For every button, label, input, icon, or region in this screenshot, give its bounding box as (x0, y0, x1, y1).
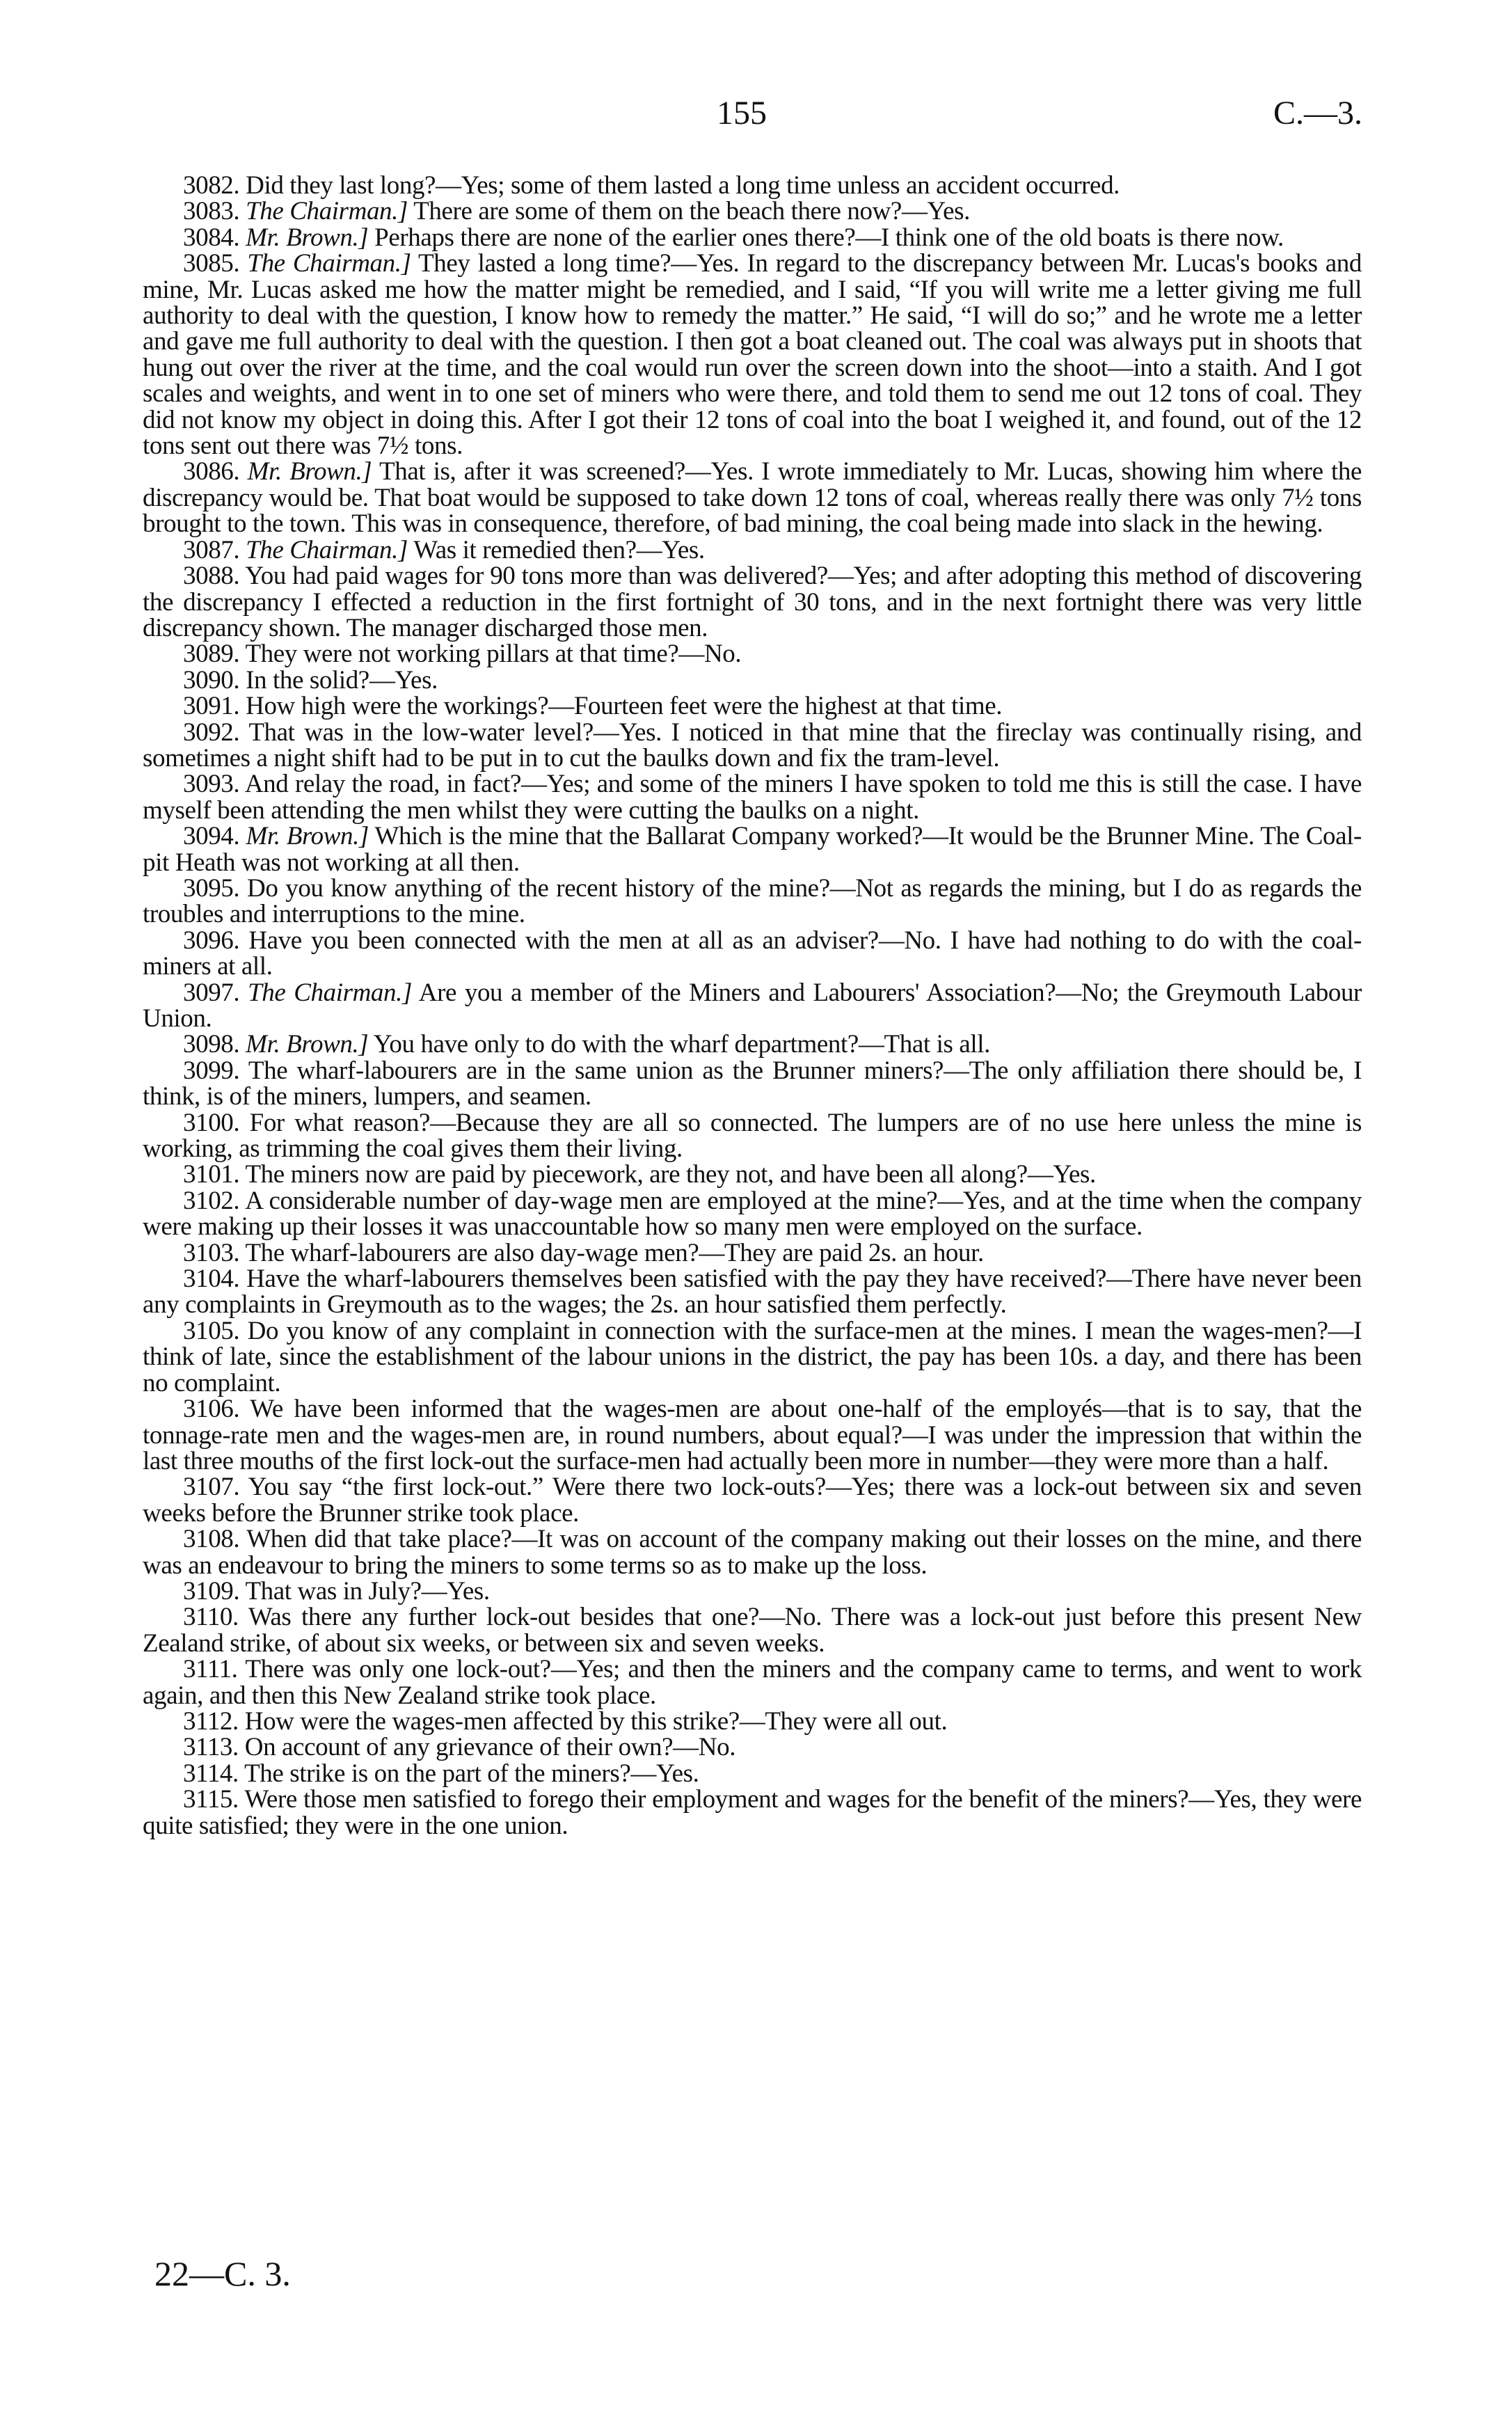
question-answer-text: The wharf-labourers are in the same union as the Brunner miners?—The only affiliation there should be, I think, is of the miners, lumpers, and seamen. (143, 1056, 1362, 1111)
question-number: 3115. (183, 1785, 239, 1814)
testimony-paragraph (143, 720, 1362, 772)
testimony-paragraph (143, 980, 1362, 1032)
question-answer-text: You say “the first lock-out.” Were there two lock-outs?—Yes; there was a lock-out between six and seven weeks before the Brunner strike took place. (143, 1473, 1362, 1528)
question-number: 3095. (183, 873, 240, 903)
testimony-paragraph (143, 823, 1362, 875)
question-number: 3099. (183, 1056, 240, 1085)
question-answer-text: That was in the low-water level?—Yes. I noticed in that mine that the fireclay was continually rising, and sometimes a night shift had to be put in to cut the baulks down and fix the tram-level. (143, 718, 1362, 772)
testimony-paragraph (143, 537, 1362, 563)
question-number: 3109. (183, 1576, 240, 1606)
testimony-paragraph (143, 1474, 1362, 1526)
question-number: 3094. (183, 822, 240, 851)
speaker: Mr. Brown.] (246, 223, 369, 252)
question-answer-text: How high were the workings?—Fourteen feet were the highest at that time. (246, 692, 1003, 721)
question-answer-text: You had paid wages for 90 tons more than was delivered?—Yes; and after adopting this method of discovering the discrepancy I effected a reduction in the first fortnight of 30 tons, and in the next fortnight there was very little discrepancy shown. The manager discharged those men. (143, 562, 1362, 642)
question-answer-text: In the solid?—Yes. (246, 665, 438, 695)
testimony-paragraph (143, 1240, 1362, 1266)
question-number: 3103. (183, 1238, 240, 1267)
question-answer-text: Do you know anything of the recent history of the mine?—Not as regards the mining, but I do as regards the troubles and interruptions to the mine. (143, 873, 1362, 929)
question-number: 3110. (183, 1603, 239, 1632)
testimony-paragraph (143, 928, 1362, 980)
question-number: 3083. (183, 197, 240, 226)
testimony-paragraph (143, 563, 1362, 641)
testimony-paragraph (143, 1058, 1362, 1110)
testimony-paragraph (143, 1526, 1362, 1578)
question-answer-text: That is, after it was screened?—Yes. I wrote immediately to Mr. Lucas, showing him where the discrepancy would be. That boat would be supposed to take down 12 tons of coal, whereas really there was only 7½ tons brought to the town. This was in consequence, therefore, of bad mining, the coal being made into slack in the hewing. (143, 457, 1362, 539)
question-number: 3106. (183, 1395, 240, 1424)
speaker: Mr. Brown.] (246, 1030, 369, 1059)
question-number: 3087. (183, 535, 240, 564)
question-number: 3092. (183, 718, 240, 747)
question-number: 3107. (183, 1473, 240, 1502)
testimony-paragraph (143, 198, 1362, 224)
testimony-paragraph (143, 1188, 1362, 1240)
testimony-paragraph (143, 641, 1362, 667)
testimony-body (143, 173, 1362, 1839)
question-number: 3098. (183, 1030, 240, 1059)
question-number: 3100. (183, 1108, 240, 1137)
page-number: 155 (717, 95, 767, 132)
question-number: 3097. (183, 978, 240, 1007)
question-answer-text: The strike is on the part of the miners?—Yes. (244, 1759, 699, 1788)
testimony-paragraph (143, 771, 1362, 823)
testimony-paragraph (143, 1110, 1362, 1162)
question-number: 3104. (183, 1265, 240, 1294)
testimony-paragraph (143, 173, 1362, 198)
testimony-paragraph (143, 1786, 1362, 1839)
testimony-paragraph (143, 1706, 1362, 1736)
question-answer-text: A considerable number of day-wage men are employed at the mine?—Yes, and at the time when the company were making up their losses it was unaccountable how so many men were employed on the surface. (143, 1186, 1362, 1242)
speaker: Mr. Brown.] (247, 457, 372, 486)
question-number: 3084. (183, 223, 240, 252)
question-number: 3089. (183, 640, 240, 669)
question-answer-text: The wharf-labourers are also day-wage men?—They are paid 2s. an hour. (245, 1238, 984, 1267)
question-number: 3093. (183, 770, 240, 799)
testimony-paragraph (143, 875, 1362, 928)
question-answer-text: That was in July?—Yes. (245, 1576, 490, 1606)
testimony-paragraph (143, 1734, 1362, 1760)
question-answer-text: They were not working pillars at that time?—No. (245, 640, 742, 669)
question-number: 3108. (183, 1525, 240, 1554)
question-answer-text: There are some of them on the beach there now?—Yes. (413, 197, 971, 226)
question-answer-text: Which is the mine that the Ballarat Company worked?—It would be the Brunner Mine. The Coal-pit Heath was not working at all then. (143, 822, 1362, 877)
speaker: The Chairman.] (248, 978, 412, 1007)
question-number: 3112. (183, 1706, 239, 1736)
question-answer-text: Are you a member of the Miners and Labourers' Association?—No; the Greymouth Labour Union. (143, 978, 1362, 1033)
testimony-paragraph (143, 1162, 1362, 1187)
testimony-paragraph (143, 1761, 1362, 1786)
speaker: The Chairman.] (247, 249, 411, 278)
question-answer-text: You have only to do with the wharf department?—That is all. (373, 1030, 990, 1059)
question-answer-text: We have been informed that the wages-men are about one-half of the employés—that is to say, that the tonnage-rate men and the wages-men are, in round numbers, about equal?—I was under the impression that within the last three mouths of the first lock-out the surface-men had actually been more in number—they were more than a half. (143, 1395, 1362, 1475)
document-code: C.—3. (1273, 95, 1362, 132)
question-answer-text: When did that take place?—It was on account of the company making out their losses on the mine, and there was an endeavour to bring the miners to some terms so as to make up the loss. (143, 1525, 1362, 1580)
question-number: 3114. (183, 1759, 239, 1788)
question-answer-text: Perhaps there are none of the earlier ones there?—I think one of the old boats is there now. (374, 223, 1284, 252)
testimony-paragraph (143, 1318, 1362, 1396)
question-answer-text: Have the wharf-labourers themselves been satisfied with the pay they have received?—There have never been any complaints in Greymouth as to the wages; the 2s. an hour satisfied them perfectly. (143, 1265, 1362, 1319)
question-answer-text: Have you been connected with the men at all as an adviser?—No. I have had nothing to do with the coal-miners at all. (143, 926, 1362, 981)
question-answer-text: On account of any grievance of their own?—No. (244, 1733, 736, 1762)
testimony-paragraph (143, 459, 1362, 537)
question-answer-text: Was there any further lock-out besides that one?—No. There was a lock-out just before this present New Zealand strike, of about six weeks, or between six and seven weeks. (143, 1603, 1362, 1658)
question-answer-text: There was only one lock-out?—Yes; and then the miners and the company came to terms, and went to work again, and then this New Zealand strike took place. (143, 1655, 1362, 1710)
testimony-paragraph (143, 1031, 1362, 1057)
question-number: 3088. (183, 562, 240, 591)
testimony-paragraph (143, 693, 1362, 719)
question-number: 3096. (183, 926, 240, 955)
speaker: The Chairman.] (246, 535, 408, 564)
testimony-paragraph (143, 1396, 1362, 1474)
question-number: 3082. (183, 171, 240, 200)
testimony-paragraph (143, 1604, 1362, 1656)
question-number: 3090. (183, 665, 240, 695)
testimony-paragraph (143, 251, 1362, 459)
testimony-paragraph (143, 1656, 1362, 1709)
question-number: 3091. (183, 692, 240, 721)
question-answer-text: For what reason?—Because they are all so connected. The lumpers are of no use here unless the mine is working, as trimming the coal gives them their living. (143, 1108, 1362, 1164)
question-answer-text: Were those men satisfied to forego their employment and wages for the benefit of the miners?—Yes, they were quite satisfied; they were in the one union. (143, 1785, 1362, 1840)
testimony-paragraph (143, 225, 1362, 251)
speaker: The Chairman.] (246, 197, 408, 226)
question-answer-text: How were the wages-men affected by this strike?—They were all out. (244, 1706, 948, 1736)
question-number: 3086. (183, 457, 240, 486)
testimony-paragraph (143, 1266, 1362, 1318)
speaker: Mr. Brown.] (246, 822, 369, 851)
question-answer-text: They lasted a long time?—Yes. In regard to the discrepancy between Mr. Lucas's books and mine, Mr. Lucas asked me how the matter might be remedied, and I said, “If you will write me a letter giving me full authority to deal with the question, I know how to remedy the matter.” He said, “I will do so;” and he wrote me a letter and gave me full authority to deal with the question. I then got a boat cleaned out. The coal was always put in shoots that hung out over the river at the time, and the coal would run over the screen down into the shoot—into a staith. And I got scales and weights, and went in to one set of miners who were there, and told them to send me out 12 tons of coal. They did not know my object in doing this. After I got their 12 tons of coal into the boat I weighed it, and found, out of the 12 tons sent out there was 7½ tons. (143, 249, 1362, 461)
footer-signature: 22—C. 3. (154, 2254, 291, 2293)
question-number: 3102. (183, 1186, 240, 1215)
testimony-paragraph (143, 1578, 1362, 1604)
testimony-paragraph (143, 667, 1362, 693)
question-number: 3085. (183, 249, 240, 278)
question-number: 3111. (183, 1655, 238, 1684)
question-answer-text: The miners now are paid by piecework, are they not, and have been all along?—Yes. (245, 1160, 1096, 1189)
question-answer-text: Did they last long?—Yes; some of them lasted a long time unless an accident occurred. (246, 171, 1120, 200)
question-number: 3101. (183, 1160, 240, 1189)
question-answer-text: And relay the road, in fact?—Yes; and some of the miners I have spoken to told me this is still the case. I have myself been attending the men whilst they were cutting the baulks on a night. (143, 770, 1362, 825)
question-number: 3113. (183, 1733, 239, 1762)
question-answer-text: Was it remedied then?—Yes. (413, 535, 705, 564)
question-number: 3105. (183, 1316, 240, 1345)
question-answer-text: Do you know of any complaint in connection with the surface-men at the mines. I mean the wages-men?—I think of late, since the establishment of the labour unions in the district, the pay has been 10s. a day, and there has been no complaint. (143, 1316, 1362, 1397)
